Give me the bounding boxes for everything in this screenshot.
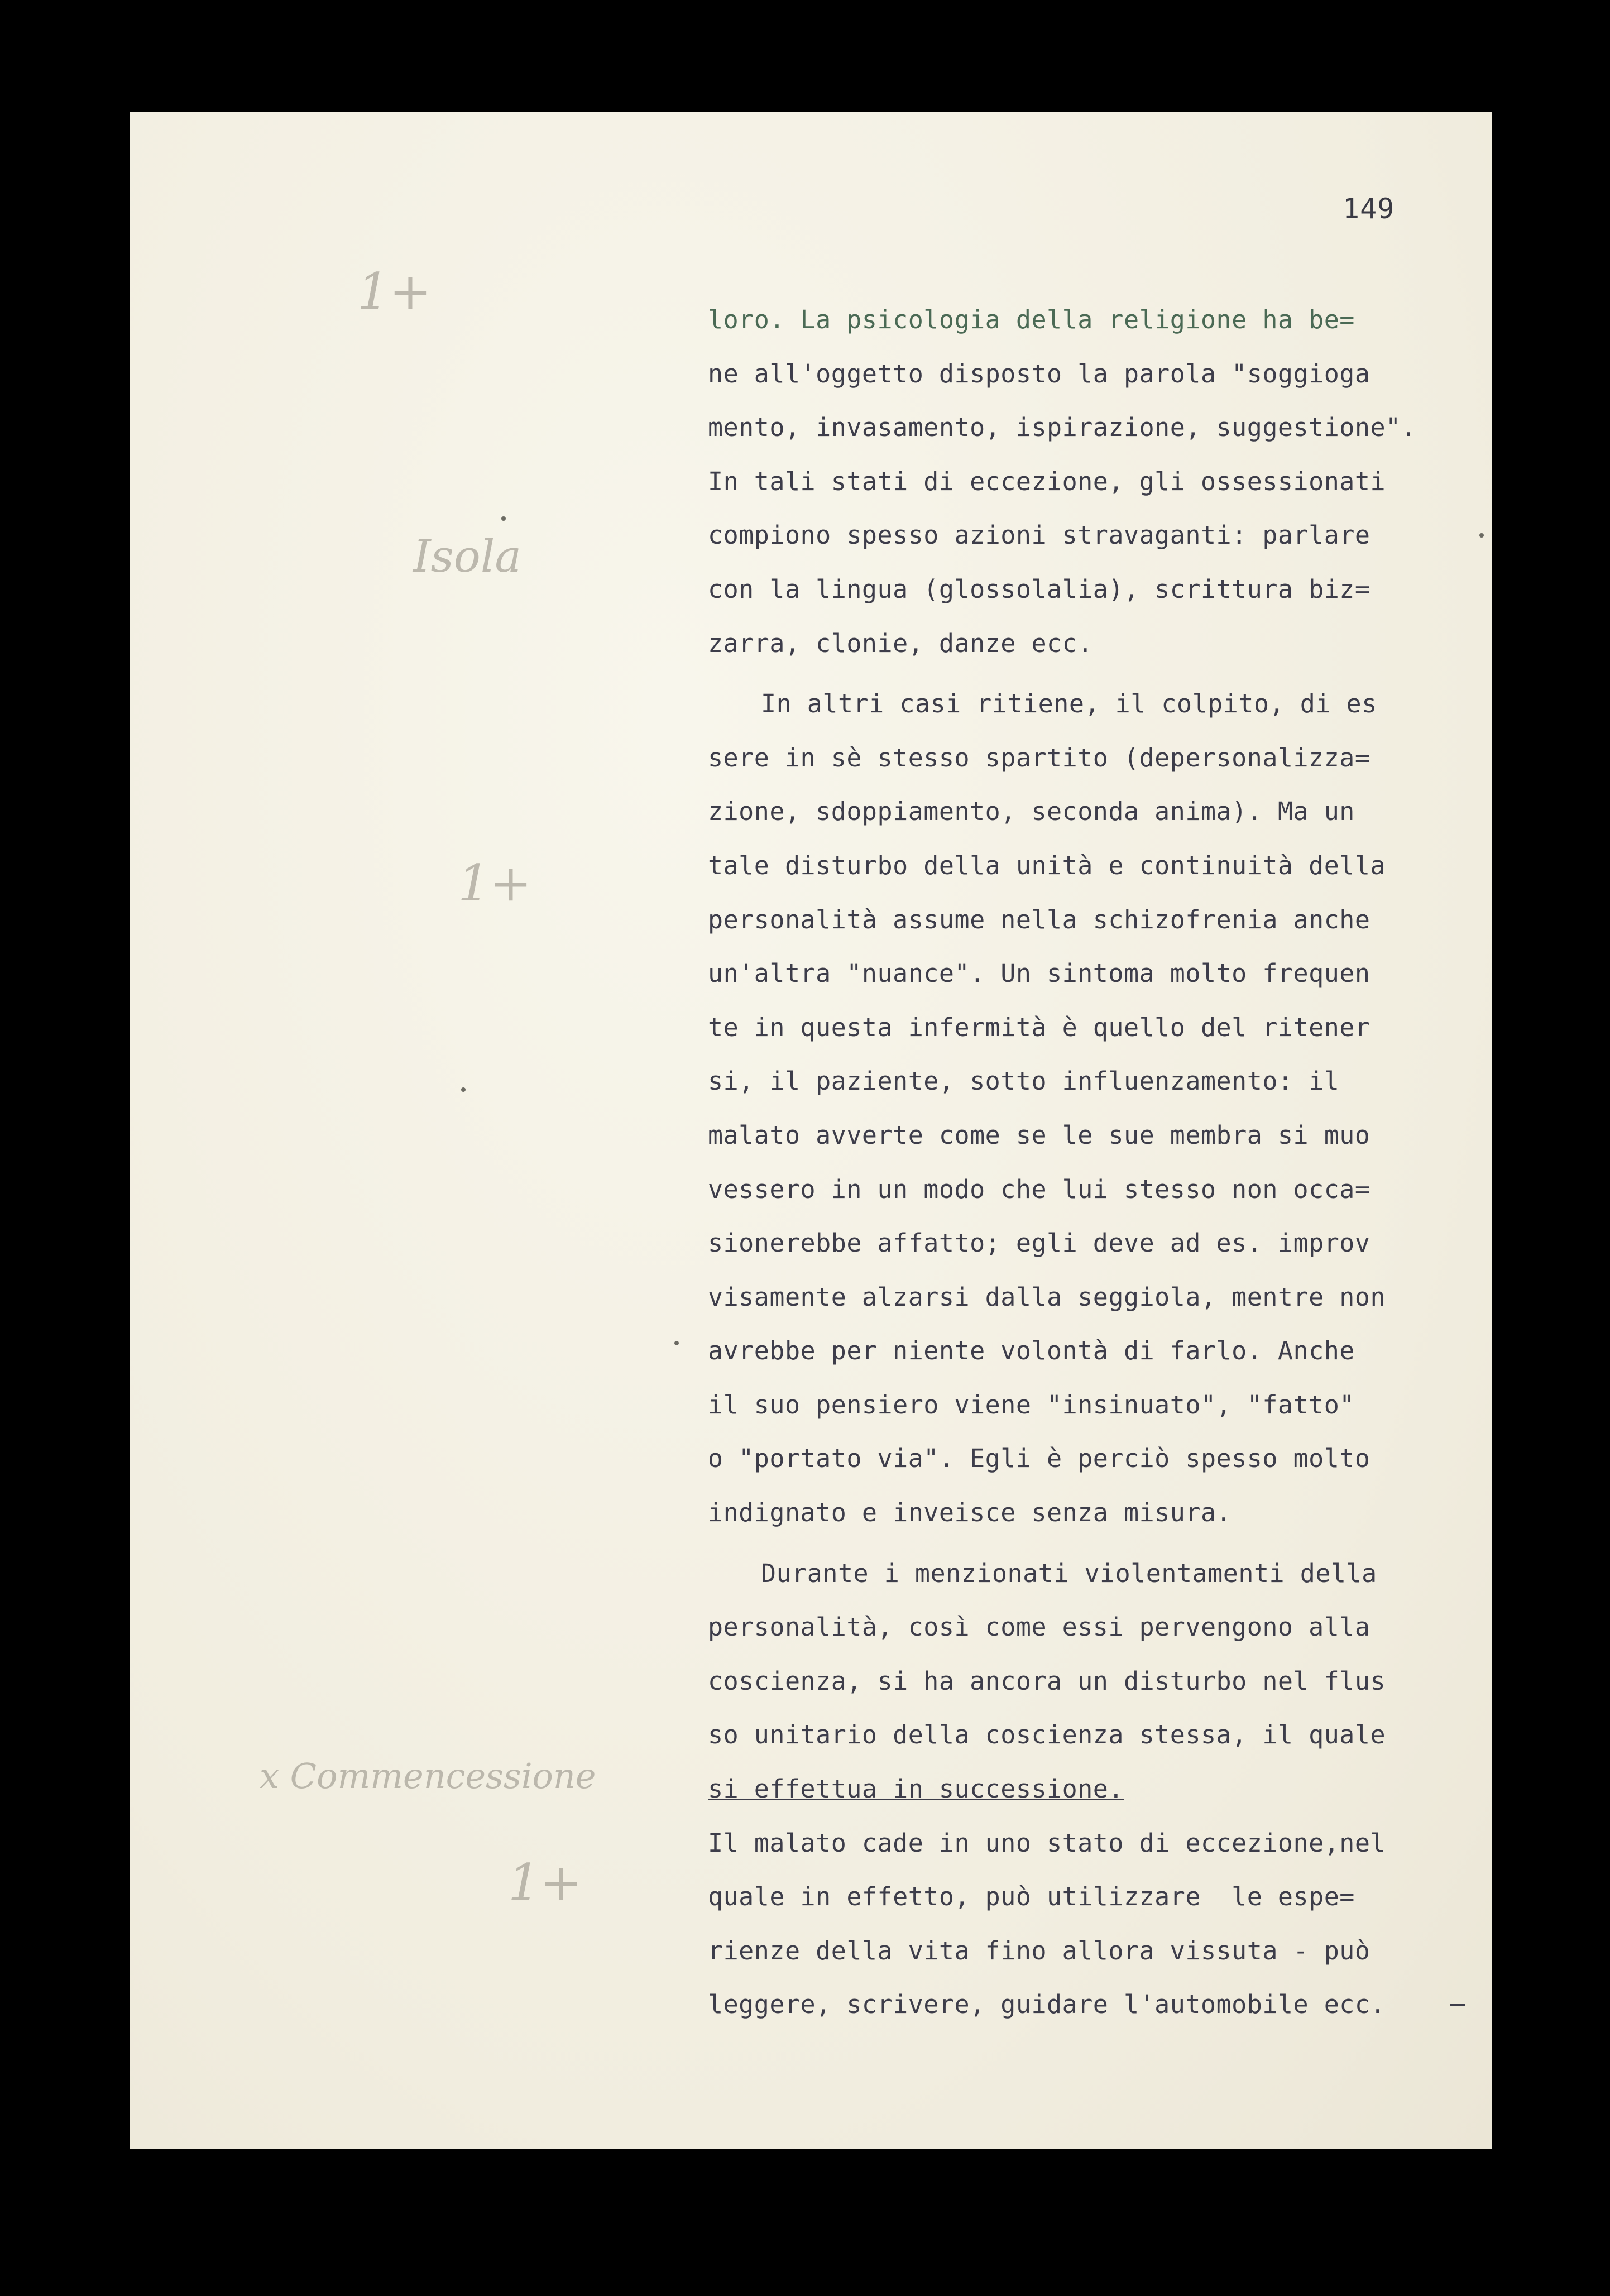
trailing-dash — [1450, 2004, 1465, 2006]
text-line: quale in effetto, può utilizzare le espe= — [708, 1882, 1355, 1912]
text-line: un'altra "nuance". Un sintoma molto frequen — [708, 958, 1371, 989]
text-line: zione, sdoppiamento, seconda anima). Ma un — [708, 797, 1355, 827]
text-line: si, il paziente, sotto influenzamento: il — [708, 1066, 1340, 1096]
paper-speck — [674, 1341, 679, 1345]
text-line: personalità assume nella schizofrenia anche — [708, 904, 1371, 934]
text-line: mento, invasamento, ispirazione, suggestione". — [708, 413, 1417, 443]
text-line: indignato e inveisce senza misura. — [708, 1498, 1232, 1528]
text-line: personalità, così come essi pervengono alla — [708, 1612, 1371, 1642]
text-line: rienze della vita fino allora vissuta - può — [708, 1935, 1371, 1966]
margin-note: Isola — [413, 530, 522, 582]
text-line: sere in sè stesso spartito (depersonalizza= — [708, 742, 1371, 773]
text-line: tale disturbo della unità e continuità della — [708, 850, 1386, 880]
margin-note: 1+ — [458, 854, 532, 913]
text-line: In tali stati di eccezione, gli ossessionati — [708, 466, 1386, 496]
text-line: vessero in un modo che lui stesso non occa= — [708, 1174, 1371, 1204]
text-line: te in questa infermità è quello del ritener — [708, 1012, 1371, 1042]
text-line: visamente alzarsi dalla seggiola, mentre non — [708, 1282, 1386, 1312]
text-line: o "portato via". Egli è perciò spesso molto — [708, 1444, 1371, 1474]
page-number: 149 — [1343, 193, 1395, 225]
text-line: so unitario della coscienza stessa, il quale — [708, 1720, 1386, 1750]
text-line: il suo pensiero viene "insinuato", "fatto" — [708, 1389, 1355, 1420]
paper-speck — [1479, 533, 1484, 538]
text-line: coscienza, si ha ancora un disturbo nel flus — [708, 1666, 1386, 1696]
text-line: leggere, scrivere, guidare l'automobile ecc. — [708, 1990, 1386, 2020]
text-line: zarra, clonie, danze ecc. — [708, 628, 1093, 658]
typewritten-text — [708, 293, 1456, 2032]
margin-note: x Commencessione — [260, 1756, 596, 1796]
text-line: malato avverte come se le sue membra si muo — [708, 1120, 1371, 1150]
text-line: con la lingua (glossolalia), scrittura biz= — [708, 574, 1371, 604]
text-line: avrebbe per niente volontà di farlo. Anche — [708, 1336, 1355, 1366]
text-line: compiono spesso azioni stravaganti: parlare — [708, 520, 1371, 550]
text-line: Durante i menzionati violentamenti della — [761, 1558, 1377, 1588]
text-line: In altri casi ritiene, il colpito, di es — [761, 689, 1377, 719]
margin-note: 1+ — [357, 262, 432, 321]
margin-note: 1+ — [508, 1853, 582, 1912]
text-line-underlined: si effettua in successione. — [708, 1774, 1124, 1804]
text-line: sionerebbe affatto; egli deve ad es. improv — [708, 1228, 1371, 1258]
paper-speck — [461, 1087, 466, 1092]
text-line: ne all'oggetto disposto la parola "soggioga — [708, 358, 1371, 389]
text-line: Il malato cade in uno stato di eccezione,nel — [708, 1828, 1386, 1858]
text-line: loro. La psicologia della religione ha be= — [708, 305, 1355, 334]
paper-speck — [501, 516, 506, 521]
